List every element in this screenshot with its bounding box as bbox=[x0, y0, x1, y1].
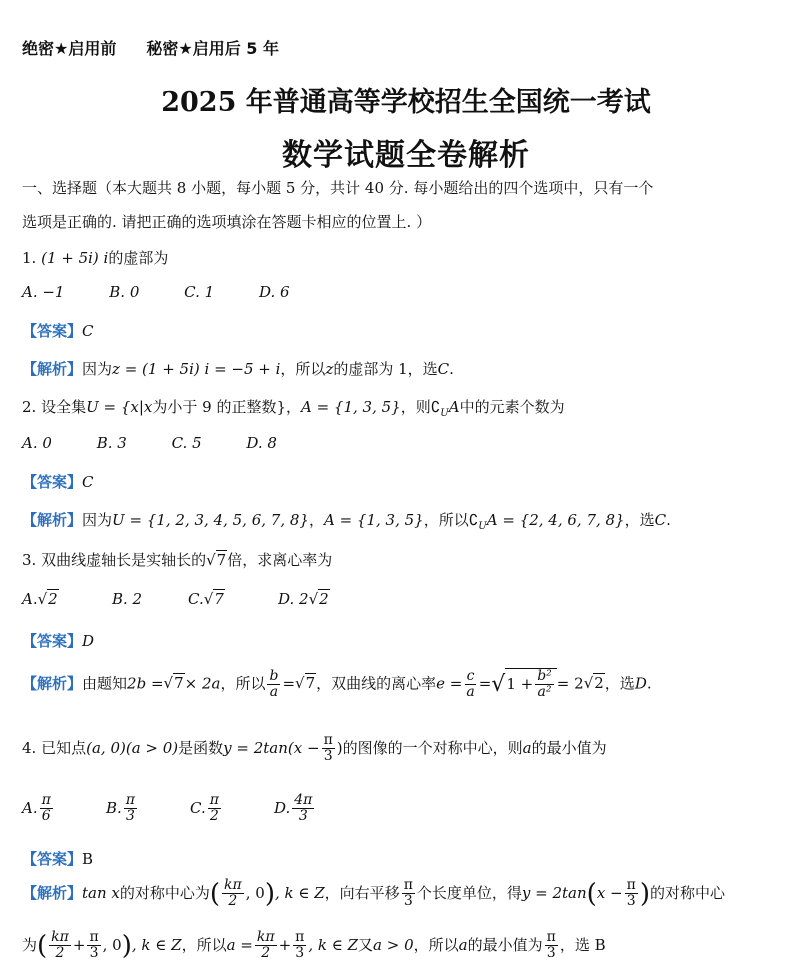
q3-option-c-letter: C. bbox=[188, 590, 204, 608]
q1-analysis-post: 的虚部为 1，选 bbox=[333, 360, 438, 378]
q4-l2-cond: a > 0 bbox=[373, 935, 414, 954]
q3-option-a-letter: A. bbox=[22, 590, 38, 608]
q4-l2-two-b: 2 bbox=[261, 945, 271, 962]
q4-text-2: 是函数 bbox=[178, 738, 224, 757]
q3-analysis-eq1b: × 2a bbox=[184, 674, 221, 693]
q2-text-2: 为小于 9 的正整数}， bbox=[152, 398, 301, 416]
q4-l2-frac-kpi-b bbox=[255, 930, 277, 962]
q4-frac-pi-num: π bbox=[403, 877, 413, 893]
q4-l2-three: 3 bbox=[89, 945, 99, 962]
q4-option-a bbox=[22, 793, 106, 825]
sqrt-icon: √7 bbox=[295, 674, 316, 693]
q4-option-a-frac bbox=[40, 793, 53, 825]
q2-option-a: A. 0 bbox=[22, 434, 52, 452]
question-3 bbox=[22, 549, 332, 570]
q3-analysis-choice: D bbox=[634, 674, 647, 693]
q3-number: 3. bbox=[22, 551, 37, 569]
q4-l2-zero: , 0 bbox=[102, 935, 122, 954]
q4-answer: B bbox=[82, 850, 94, 868]
q1-option-d: D. 6 bbox=[258, 283, 290, 301]
q4-l2-frac-pi3-b bbox=[293, 930, 306, 962]
q4-text-4: 的最小值为 bbox=[531, 738, 607, 757]
q4-l2-two: 2 bbox=[55, 945, 65, 962]
close-paren-icon: ) bbox=[639, 878, 650, 909]
q4-l2-frac-kpi bbox=[49, 930, 71, 962]
q4-option-a-letter: A. bbox=[22, 798, 38, 817]
q3-frac-a3: a² bbox=[537, 684, 552, 701]
q1-analysis-expr: z = (1 + 5i) i = −5 + i bbox=[112, 360, 281, 378]
q3-analysis-text: ，双曲线的离心率 bbox=[316, 674, 437, 693]
q3-analysis-row bbox=[22, 668, 652, 701]
q1-analysis-row bbox=[22, 358, 454, 379]
q4-option-d-frac bbox=[292, 793, 314, 825]
q1-option-b: B. 0 bbox=[109, 283, 140, 301]
q2-answer: C bbox=[82, 473, 94, 491]
q4-option-b-num: π bbox=[125, 792, 135, 808]
sqrt-icon: √1 + $\frac{\text{b²}}{\text{a²}}$ bbox=[491, 668, 557, 701]
q3-frac-b-a bbox=[267, 669, 280, 701]
q3-frac-b: b bbox=[269, 667, 279, 684]
question-4 bbox=[22, 733, 607, 765]
q4-frac-three-den-b: 3 bbox=[626, 893, 636, 910]
q3-analysis-e: e = bbox=[436, 674, 463, 693]
q4-frac-pi3b bbox=[625, 878, 638, 910]
q4-analysis-t4: 的对称中心 bbox=[649, 883, 725, 902]
q4-analysis-fn: tan x bbox=[82, 883, 120, 902]
q3-frac-c: c bbox=[466, 667, 475, 684]
q4-options bbox=[22, 793, 316, 825]
q3-option-c bbox=[188, 590, 278, 608]
q2-option-d: D. 8 bbox=[246, 434, 277, 452]
q2-text-1: 设全集 bbox=[41, 398, 87, 416]
q3-analysis-eq1: 2b = bbox=[127, 674, 164, 693]
q4-l2-kz: , k ∈ Z bbox=[131, 935, 182, 954]
q4-text-3: 的图像的一个对称中心，则 bbox=[342, 738, 523, 757]
q2-analysis-row bbox=[22, 509, 671, 532]
q2-analysis-a: A = {1, 3, 5} bbox=[323, 511, 424, 529]
q4-analysis-y: y = 2tan bbox=[521, 883, 587, 902]
q1-option-a: A. −1 bbox=[22, 283, 65, 301]
q4-frac-three-den: 3 bbox=[403, 893, 413, 910]
q4-option-c-den: 2 bbox=[209, 808, 219, 825]
q4-frac-pi-3 bbox=[322, 733, 335, 765]
q4-l2-a: a = bbox=[226, 935, 253, 954]
q4-frac-pi3 bbox=[402, 878, 415, 910]
close-paren-icon: ) bbox=[264, 878, 275, 909]
q3-frac-a2: a bbox=[466, 683, 475, 700]
q4-option-b-frac bbox=[124, 793, 137, 825]
q1-analysis-var: z bbox=[325, 360, 334, 378]
q4-l2-three-b: 3 bbox=[295, 945, 305, 962]
q1-analysis-choice: C bbox=[437, 360, 450, 378]
open-paren-icon: ( bbox=[209, 878, 221, 909]
q2-complement-sub: U bbox=[440, 408, 449, 419]
q4-l2-var: a bbox=[458, 935, 468, 954]
close-paren-icon: ) bbox=[121, 930, 132, 961]
q2-text-4: 中的元素个数为 bbox=[459, 398, 565, 416]
q4-option-d bbox=[274, 792, 316, 825]
q3-analysis-r7b: 7 bbox=[305, 674, 316, 693]
q3-option-d-letter: D. 2 bbox=[278, 590, 309, 608]
q1-text: 的虚部为 bbox=[108, 249, 169, 267]
q2-analysis-post: ，选 bbox=[624, 511, 655, 529]
q4-frac-kpi: kπ bbox=[224, 877, 242, 893]
q2-complement-set: A bbox=[448, 398, 460, 416]
q4-l2-plus-b: + bbox=[278, 935, 292, 954]
q3-frac-c-a bbox=[464, 669, 476, 701]
q3-analysis-one: 1 + bbox=[506, 674, 534, 693]
q3-radicand: 7 bbox=[216, 551, 227, 569]
q4-l2-kpi-b: kπ bbox=[256, 929, 275, 945]
q2-analysis-mid: ，所以 bbox=[423, 511, 469, 529]
q4-l2-min-pi: π bbox=[546, 929, 556, 945]
q3-options bbox=[22, 590, 330, 608]
q2-option-c: C. 5 bbox=[171, 434, 202, 452]
q2-analysis-choice: C bbox=[654, 511, 667, 529]
q3-option-c-rad: 7 bbox=[214, 590, 224, 608]
q3-option-a-rad: 2 bbox=[48, 590, 58, 608]
q2-expr-a: A = {1, 3, 5} bbox=[301, 398, 401, 416]
secret-label-1: 绝密★启用前 bbox=[22, 39, 117, 58]
q4-option-a-num: π bbox=[41, 792, 51, 808]
answer-label: 【答案】 bbox=[22, 850, 83, 868]
q3-analysis-eq2: = bbox=[282, 674, 296, 693]
q4-frac-pi: π bbox=[323, 732, 333, 748]
q3-text-2: 倍，求离心率为 bbox=[227, 551, 333, 569]
q4-analysis-zero: , 0 bbox=[245, 883, 265, 902]
q4-analysis-x: x − bbox=[596, 883, 623, 902]
q4-option-d-letter: D. bbox=[274, 798, 291, 817]
q1-option-c: C. 1 bbox=[184, 283, 215, 301]
q4-l2-frac-min bbox=[545, 930, 558, 962]
q4-text-1: 已知点 bbox=[41, 738, 87, 757]
q2-analysis-u: U = {1, 2, 3, 4, 5, 6, 7, 8} bbox=[112, 511, 309, 529]
section-intro-1: 一、选择题（本大题共 8 小题，每小题 5 分，共计 40 分. 每小题给出的四个选项中，只有一个 bbox=[22, 179, 654, 197]
q4-option-d-den: 3 bbox=[298, 808, 308, 825]
q4-l2-frac-pi3 bbox=[87, 930, 100, 962]
exam-subtitle: 数学试题全卷解析 bbox=[282, 138, 530, 173]
q4-option-b-letter: B. bbox=[106, 798, 122, 817]
q3-analysis-eq3: = bbox=[478, 674, 492, 693]
q2-analysis-sep: ， bbox=[308, 511, 324, 529]
q3-analysis-pre: 由题知 bbox=[82, 674, 128, 693]
q2-option-b: B. 3 bbox=[96, 434, 127, 452]
analysis-label: 【解析】 bbox=[22, 360, 83, 378]
q2-expr-u: U = {x|x bbox=[86, 398, 153, 416]
open-paren-icon: ( bbox=[37, 930, 48, 961]
sqrt-icon: √2 bbox=[37, 590, 58, 608]
q4-frac-two: 2 bbox=[228, 893, 238, 910]
answer-label: 【答案】 bbox=[22, 473, 83, 491]
q4-analysis-t3: 个长度单位，得 bbox=[416, 883, 522, 902]
q4-option-c-num: π bbox=[209, 792, 219, 808]
q3-frac-a: a bbox=[269, 683, 279, 700]
analysis-label: 【解析】 bbox=[22, 883, 83, 902]
q3-analysis-post: ，选 bbox=[604, 674, 635, 693]
q4-analysis-row bbox=[22, 878, 725, 910]
q1-options bbox=[22, 283, 330, 301]
sqrt-icon: √7 bbox=[203, 590, 224, 608]
q4-frac-kpi-2 bbox=[222, 878, 244, 910]
q3-frac-b2: b² bbox=[537, 668, 552, 684]
q4-expr-point: (a, 0)(a > 0) bbox=[86, 738, 179, 757]
q2-analysis-end: . bbox=[666, 511, 671, 529]
q1-number: 1. bbox=[22, 249, 37, 267]
q4-l2-pi-b: π bbox=[295, 929, 305, 945]
q2-text-3: ，则 bbox=[400, 398, 431, 416]
q2-analysis-sub: U bbox=[478, 521, 487, 532]
exam-title: 2025 年普通高等学校招生全国统一考试 bbox=[161, 87, 651, 118]
q3-text-1: 双曲线虚轴长是实轴长的 bbox=[41, 551, 207, 569]
q4-analysis-kz: , k ∈ Z bbox=[274, 883, 325, 902]
q4-l2-t2: 又 bbox=[358, 935, 374, 954]
q4-number: 4. bbox=[22, 738, 37, 757]
sqrt-icon: √2 bbox=[583, 674, 604, 693]
q4-l2-t4: 的最小值为 bbox=[467, 935, 543, 954]
q1-expression: (1 + 5i) i bbox=[41, 249, 109, 267]
q3-option-b: B. 2 bbox=[112, 590, 143, 608]
q2-complement-sign: ∁ bbox=[430, 398, 441, 416]
q4-l2-pi: π bbox=[89, 929, 99, 945]
q4-l2-t5: ，选 B bbox=[559, 935, 606, 954]
q3-analysis-end: . bbox=[646, 674, 652, 693]
answer-label: 【答案】 bbox=[22, 322, 83, 340]
q4-l2-kpi: kπ bbox=[51, 929, 69, 945]
q2-analysis-pre: 因为 bbox=[82, 511, 113, 529]
q4-option-b-den: 3 bbox=[125, 808, 135, 825]
q3-analysis-eq4: = 2 bbox=[556, 674, 584, 693]
q4-option-a-den: 6 bbox=[41, 808, 51, 825]
q4-answer-row bbox=[22, 848, 93, 869]
q2-number: 2. bbox=[22, 398, 37, 416]
question-1 bbox=[22, 247, 168, 268]
question-2 bbox=[22, 396, 565, 419]
analysis-label: 【解析】 bbox=[22, 674, 83, 693]
q3-option-d-rad: 2 bbox=[319, 590, 329, 608]
q4-option-c-letter: C. bbox=[190, 798, 206, 817]
q4-l2-t3: ，所以 bbox=[413, 935, 459, 954]
analysis-label: 【解析】 bbox=[22, 511, 83, 529]
q3-analysis-r2: 2 bbox=[594, 674, 604, 693]
q4-l2-plus: + bbox=[72, 935, 86, 954]
q3-frac-b2-a2 bbox=[535, 669, 554, 701]
open-paren-icon: ( bbox=[586, 878, 597, 909]
sqrt-icon: √7 bbox=[163, 674, 184, 693]
q4-var-a: a bbox=[522, 738, 532, 757]
sqrt-icon: √7 bbox=[206, 551, 227, 569]
q1-analysis-pre: 因为 bbox=[82, 360, 113, 378]
q2-options bbox=[22, 434, 317, 452]
section-intro-2: 选项是正确的. 请把正确的选项填涂在答题卡相应的位置上. ） bbox=[22, 213, 432, 231]
q1-analysis-mid: ，所以 bbox=[280, 360, 326, 378]
q2-analysis-result: A = {2, 4, 6, 7, 8} bbox=[486, 511, 625, 529]
q4-option-c-frac bbox=[208, 793, 221, 825]
q1-analysis-end: . bbox=[449, 360, 454, 378]
q4-option-c bbox=[190, 793, 274, 825]
secret-label-2: 秘密★启用后 5 年 bbox=[146, 39, 279, 58]
q1-answer: C bbox=[82, 322, 94, 340]
q4-frac-three: 3 bbox=[323, 748, 333, 765]
q4-expr-fn: y = 2tan(x − bbox=[223, 738, 320, 757]
q2-answer-row bbox=[22, 471, 94, 492]
q4-l2-pre: 为 bbox=[22, 935, 38, 954]
q3-option-a bbox=[22, 590, 112, 608]
q4-close-paren: ) bbox=[336, 738, 343, 757]
q4-l2-t1: ，所以 bbox=[181, 935, 227, 954]
q4-option-b bbox=[106, 793, 190, 825]
q3-analysis-mid: ，所以 bbox=[220, 674, 266, 693]
q3-analysis-r7: 7 bbox=[174, 674, 184, 693]
q4-l2-min-three: 3 bbox=[546, 945, 556, 962]
answer-label: 【答案】 bbox=[22, 632, 83, 650]
q3-answer: D bbox=[82, 632, 95, 650]
q4-l2-kz-b: , k ∈ Z bbox=[308, 935, 359, 954]
q1-answer-row bbox=[22, 320, 94, 341]
q4-analysis-t1: 的对称中心为 bbox=[119, 883, 210, 902]
q4-analysis-t2: ，向右平移 bbox=[324, 883, 400, 902]
q3-answer-row bbox=[22, 630, 94, 651]
q3-option-d bbox=[278, 590, 330, 608]
sqrt-icon: √2 bbox=[308, 590, 329, 608]
q4-analysis-row-2 bbox=[22, 930, 606, 962]
q4-option-d-num: 4π bbox=[294, 792, 313, 808]
confidentiality-line bbox=[22, 36, 279, 59]
q4-frac-pi-num-b: π bbox=[626, 877, 636, 893]
q2-analysis-complement: ∁ bbox=[468, 511, 479, 529]
